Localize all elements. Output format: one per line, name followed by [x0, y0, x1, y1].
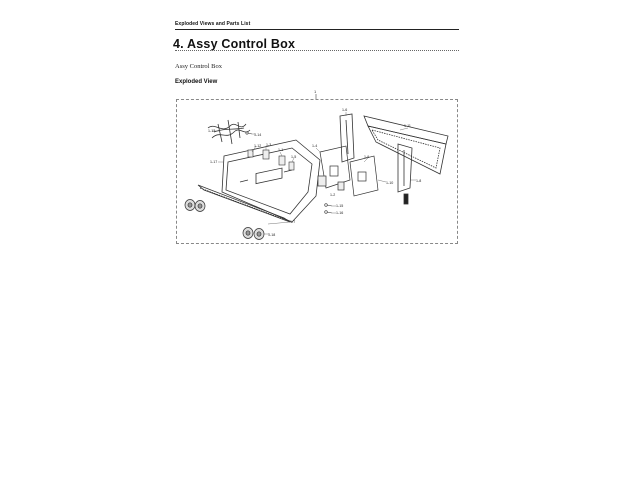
page-title: 4. Assy Control Box: [173, 37, 296, 51]
callout-1-18: 1-18: [268, 233, 276, 237]
callout-1-10: 1-10: [386, 181, 394, 185]
callout-1-15: 1-15: [336, 204, 344, 208]
callout-1-3: 1-3: [266, 143, 272, 147]
callout-1-6: 1-6: [342, 108, 348, 112]
screws-bottom-drawing: [325, 204, 332, 214]
callout-1-11: 1-11: [404, 124, 411, 128]
control-panel-drawing: [222, 140, 320, 222]
callout-1-17: 1-17: [210, 160, 218, 164]
callout-1-12: 1-12: [254, 144, 262, 148]
knob-pair-bottom-drawing: [243, 228, 264, 240]
callout-1-1: 1-1: [278, 148, 284, 152]
callout-1-8: 1-8: [416, 179, 422, 183]
callout-1-14: 1-14: [254, 133, 262, 137]
callout-1-7: 1-7: [290, 220, 296, 224]
subtitle: Assy Control Box: [175, 63, 222, 70]
callout-1-13: 1-13: [208, 129, 216, 133]
view-label: Exploded View: [175, 79, 218, 85]
main-callout: 1: [314, 89, 317, 94]
callout-1-9: 1-9: [364, 155, 370, 159]
callout-1-5: 1-5: [291, 155, 297, 159]
knob-pair-left-drawing: [185, 200, 205, 212]
callout-1-16: 1-16: [336, 211, 344, 215]
callout-1-2: 1-2: [330, 193, 336, 197]
screw-drawing: [246, 132, 252, 134]
header-section-label: Exploded Views and Parts List: [175, 21, 251, 27]
trim-strip-drawing: [198, 185, 290, 222]
callout-1-4: 1-4: [312, 144, 318, 148]
